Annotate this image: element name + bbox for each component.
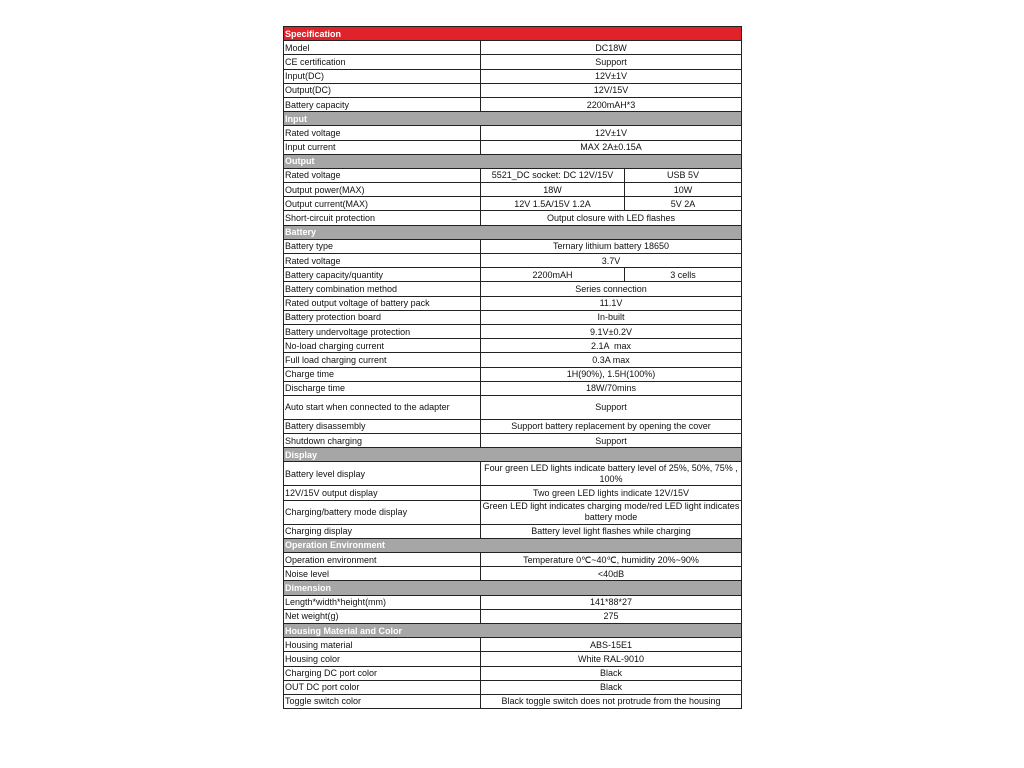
row-value: Ternary lithium battery 18650	[481, 239, 742, 253]
row-value: Support battery replacement by opening the cover	[481, 419, 742, 433]
row-label: Battery disassembly	[284, 419, 481, 433]
section-title: Dimension	[284, 581, 742, 595]
row-value-usb: USB 5V	[625, 168, 742, 182]
row-value: 3.7V	[481, 254, 742, 268]
table-row	[284, 83, 742, 97]
row-value: 2200mAH*3	[481, 97, 742, 111]
row-value: 12V/15V	[481, 83, 742, 97]
table-row	[284, 310, 742, 324]
row-value: 141*88*27	[481, 595, 742, 609]
table-row	[284, 282, 742, 296]
row-label: Rated output voltage of battery pack	[284, 296, 481, 310]
row-label: Charging/battery mode display	[284, 500, 481, 524]
row-label: OUT DC port color	[284, 680, 481, 694]
table-row	[284, 567, 742, 581]
section-header-operation	[284, 538, 742, 552]
row-value: Support	[481, 55, 742, 69]
row-label: No-load charging current	[284, 339, 481, 353]
table-row	[284, 381, 742, 395]
table-row	[284, 486, 742, 500]
row-label: Battery combination method	[284, 282, 481, 296]
section-header-housing	[284, 623, 742, 637]
table-row	[284, 254, 742, 268]
row-label: Input(DC)	[284, 69, 481, 83]
row-label: Charge time	[284, 367, 481, 381]
row-value: Black toggle switch does not protrude from the housing	[481, 694, 742, 708]
row-value: Support	[481, 395, 742, 419]
row-label: Noise level	[284, 567, 481, 581]
row-value: White RAL-9010	[481, 652, 742, 666]
table-row	[284, 140, 742, 154]
row-value: 12V±1V	[481, 126, 742, 140]
row-label: Battery undervoltage protection	[284, 324, 481, 338]
row-label: Discharge time	[284, 381, 481, 395]
table-row	[284, 211, 742, 225]
row-label: Input current	[284, 140, 481, 154]
row-value: 12V±1V	[481, 69, 742, 83]
row-label: Charging DC port color	[284, 666, 481, 680]
table-row	[284, 595, 742, 609]
row-label: Length*width*height(mm)	[284, 595, 481, 609]
section-header-battery	[284, 225, 742, 239]
row-label: Battery capacity	[284, 97, 481, 111]
row-label: Battery type	[284, 239, 481, 253]
table-row	[284, 197, 742, 211]
row-value: 1H(90%), 1.5H(100%)	[481, 367, 742, 381]
table-row	[284, 324, 742, 338]
table-row	[284, 367, 742, 381]
row-value: 11.1V	[481, 296, 742, 310]
row-value-dc: 5521_DC socket: DC 12V/15V	[481, 168, 625, 182]
table-row	[284, 339, 742, 353]
row-value-capacity: 2200mAH	[481, 268, 625, 282]
row-value: Series connection	[481, 282, 742, 296]
table-row	[284, 41, 742, 55]
row-label: Battery protection board	[284, 310, 481, 324]
row-value: DC18W	[481, 41, 742, 55]
section-title: Housing Material and Color	[284, 623, 742, 637]
row-value: Battery level light flashes while charging	[481, 524, 742, 538]
table-row	[284, 434, 742, 448]
section-title: Battery	[284, 225, 742, 239]
table-row	[284, 296, 742, 310]
table-row	[284, 268, 742, 282]
table-row	[284, 666, 742, 680]
row-label: Battery level display	[284, 462, 481, 486]
row-value-dc: 12V 1.5A/15V 1.2A	[481, 197, 625, 211]
row-label: Rated voltage	[284, 126, 481, 140]
section-title: Input	[284, 112, 742, 126]
row-value-quantity: 3 cells	[625, 268, 742, 282]
specification-table	[283, 26, 742, 709]
section-title: Output	[284, 154, 742, 168]
row-value: 275	[481, 609, 742, 623]
table-row	[284, 553, 742, 567]
table-row	[284, 524, 742, 538]
table-row	[284, 419, 742, 433]
table-row	[284, 69, 742, 83]
row-value: In-built	[481, 310, 742, 324]
row-value: MAX 2A±0.15A	[481, 140, 742, 154]
row-label: Output(DC)	[284, 83, 481, 97]
table-row	[284, 126, 742, 140]
row-value-usb: 10W	[625, 183, 742, 197]
row-value: 9.1V±0.2V	[481, 324, 742, 338]
row-label: 12V/15V output display	[284, 486, 481, 500]
table-row	[284, 168, 742, 182]
row-value: Two green LED lights indicate 12V/15V	[481, 486, 742, 500]
table-row	[284, 500, 742, 524]
section-header-dimension	[284, 581, 742, 595]
row-label: Housing color	[284, 652, 481, 666]
table-row	[284, 239, 742, 253]
table-row	[284, 55, 742, 69]
table-row	[284, 694, 742, 708]
row-label: Charging display	[284, 524, 481, 538]
row-value-usb: 5V 2A	[625, 197, 742, 211]
section-header-display	[284, 448, 742, 462]
row-value: Green LED light indicates charging mode/red LED light indicates battery mode	[481, 500, 742, 524]
row-value: ABS-15E1	[481, 638, 742, 652]
section-header-input	[284, 112, 742, 126]
table-row	[284, 638, 742, 652]
section-title: Display	[284, 448, 742, 462]
row-label: Auto start when connected to the adapter	[284, 395, 481, 419]
row-value: Support	[481, 434, 742, 448]
row-label: Rated voltage	[284, 254, 481, 268]
table-row	[284, 462, 742, 486]
section-header-specification	[284, 27, 742, 41]
row-value: 2.1A max	[481, 339, 742, 353]
table-row	[284, 652, 742, 666]
row-value: Output closure with LED flashes	[481, 211, 742, 225]
row-value: <40dB	[481, 567, 742, 581]
row-label: Toggle switch color	[284, 694, 481, 708]
row-value-dc: 18W	[481, 183, 625, 197]
row-label: Housing material	[284, 638, 481, 652]
row-label: Operation environment	[284, 553, 481, 567]
table-row	[284, 97, 742, 111]
row-label: Output current(MAX)	[284, 197, 481, 211]
row-value: Black	[481, 680, 742, 694]
row-label: Short-circuit protection	[284, 211, 481, 225]
section-title: Operation Environment	[284, 538, 742, 552]
row-label: Shutdown charging	[284, 434, 481, 448]
table-row	[284, 609, 742, 623]
row-label: Model	[284, 41, 481, 55]
row-label: Rated voltage	[284, 168, 481, 182]
row-label: Output power(MAX)	[284, 183, 481, 197]
row-value: 0.3A max	[481, 353, 742, 367]
table-row	[284, 395, 742, 419]
row-label: Battery capacity/quantity	[284, 268, 481, 282]
row-label: Full load charging current	[284, 353, 481, 367]
row-value: 18W/70mins	[481, 381, 742, 395]
row-label: Net weight(g)	[284, 609, 481, 623]
table-row	[284, 183, 742, 197]
section-header-output	[284, 154, 742, 168]
row-label: CE certification	[284, 55, 481, 69]
row-value: Temperature 0℃~40℃, humidity 20%~90%	[481, 553, 742, 567]
table-row	[284, 680, 742, 694]
table-row	[284, 353, 742, 367]
section-title: Specification	[284, 27, 742, 41]
row-value: Black	[481, 666, 742, 680]
row-value: Four green LED lights indicate battery level of 25%, 50%, 75% , 100%	[481, 462, 742, 486]
